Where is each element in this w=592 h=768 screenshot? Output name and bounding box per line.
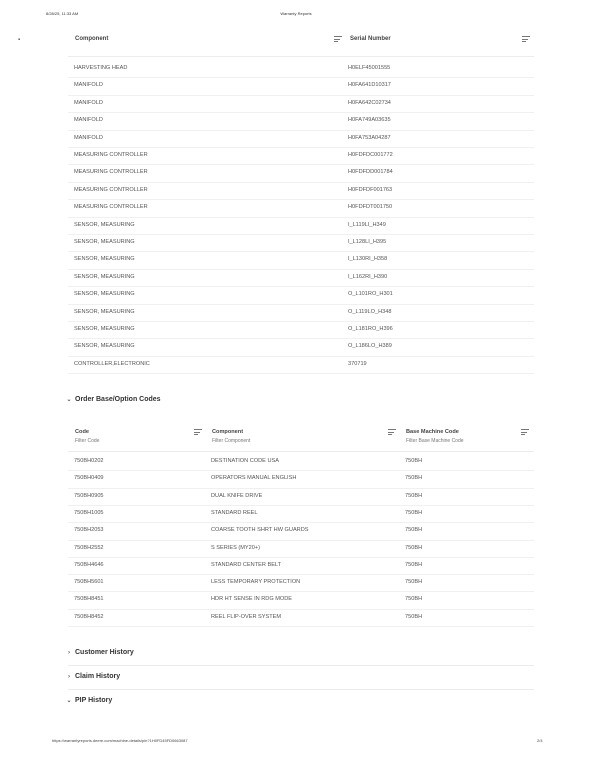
table-row xyxy=(68,182,534,200)
component-cell: MEASURING CONTROLLER xyxy=(74,204,148,211)
component-cell: SENSOR, MEASURING xyxy=(74,291,135,298)
component-cell: CONTROLLER,ELECTRONIC xyxy=(74,360,150,367)
serial-number-cell: O_L186LO_H389 xyxy=(348,343,392,350)
base-machine-code-filter-input[interactable]: Filter Base Machine Code xyxy=(406,438,464,444)
serial-number-cell: H0FA753A04287 xyxy=(348,134,391,141)
code-cell: 750BH0409 xyxy=(74,475,104,482)
serial-number-cell: H0FA641D10317 xyxy=(348,82,391,89)
serial-number-cell: H0FDFDC001772 xyxy=(348,152,393,158)
component-cell: LESS TEMPORARY PROTECTION xyxy=(211,579,301,586)
component-filter-input[interactable]: Filter Component xyxy=(212,438,251,444)
section-title: PIP History xyxy=(75,697,113,704)
component-cell: MEASURING CONTROLLER xyxy=(74,169,148,176)
component-cell: SENSOR, MEASURING xyxy=(74,326,135,332)
table-row xyxy=(68,453,534,471)
chevron-down-icon: ⌄ xyxy=(66,698,72,704)
order-codes-section-toggle[interactable] xyxy=(66,396,161,403)
side-marker: ▪ xyxy=(18,37,21,43)
code-cell: 750BH8451 xyxy=(74,596,104,603)
component-cell: SENSOR, MEASURING xyxy=(74,273,135,280)
serial-number-cell: H0FDFDF001763 xyxy=(348,186,393,193)
component-cell: STANDARD REEL xyxy=(211,509,258,516)
component-cell: HDR HT SENSE IN RDG MODE xyxy=(211,596,293,603)
table-row xyxy=(68,609,534,627)
table-row xyxy=(68,251,534,269)
page-header xyxy=(0,11,592,21)
order-codes-section-title: Order Base/Option Codes xyxy=(75,396,161,403)
component-cell: MANIFOLD xyxy=(74,99,103,106)
serial-number-cell: O_L101RO_H301 xyxy=(348,291,393,298)
component-cell: HARVESTING HEAD xyxy=(74,65,128,71)
table-row xyxy=(68,286,534,304)
table-row xyxy=(68,217,534,235)
component-cell: MANIFOLD xyxy=(74,82,103,89)
table-row xyxy=(68,95,534,113)
base-machine-code-cell: 750BH xyxy=(405,544,423,551)
table-row xyxy=(68,60,534,78)
page-title: Warranty Reports xyxy=(280,11,312,16)
component-column-header-2[interactable]: Component xyxy=(212,429,244,435)
code-cell: 750BH0905 xyxy=(74,492,104,499)
table-row xyxy=(68,356,534,374)
chevron-right-icon: › xyxy=(68,649,70,656)
serial-number-cell: I_L162RI_H390 xyxy=(348,273,388,280)
component-cell: MEASURING CONTROLLER xyxy=(74,186,148,193)
base-machine-code-cell: 750BH xyxy=(405,492,423,499)
table-row xyxy=(68,304,534,322)
serial-number-cell: I_L128LI_H395 xyxy=(348,239,387,245)
code-filter-icon[interactable] xyxy=(194,429,202,435)
base-machine-code-cell: 750BH xyxy=(405,475,423,482)
page-number: 2/4 xyxy=(537,738,543,743)
chevron-down-icon: ⌄ xyxy=(66,397,72,403)
code-column-header[interactable]: Code xyxy=(75,429,89,435)
base-machine-code-filter-icon[interactable] xyxy=(521,429,529,435)
component-cell: OPERATORS MANUAL ENGLISH xyxy=(211,475,297,482)
table-row xyxy=(68,321,534,339)
code-cell: 750BH5601 xyxy=(74,579,104,586)
code-cell: 750BH8452 xyxy=(74,613,104,620)
base-machine-code-cell: 750BH xyxy=(405,527,423,534)
section-divider xyxy=(68,689,534,690)
section-title: Customer History xyxy=(75,649,134,656)
serial-number-cell: H0FDFDD001784 xyxy=(348,169,393,176)
code-cell: 750BH2552 xyxy=(74,544,104,551)
serial-number-cell: H0ELF45001555 xyxy=(348,65,391,71)
component-cell: REEL FLIP-OVER SYSTEM xyxy=(211,613,282,620)
base-machine-code-column-header[interactable]: Base Machine Code xyxy=(406,429,459,435)
order-header-divider xyxy=(68,451,534,452)
table-row xyxy=(68,338,534,356)
component-cell: SENSOR, MEASURING xyxy=(74,308,135,315)
code-filter-input[interactable]: Filter Code xyxy=(75,438,100,444)
footer-url: https://warrantyreports.deere.com/machine-details/pin?1H0FD45FD0663087 xyxy=(52,738,188,743)
serial-number-cell: H0FDFDT001750 xyxy=(348,204,393,211)
table-row xyxy=(68,164,534,182)
section-toggle-claim-history[interactable] xyxy=(66,673,120,680)
component-cell: STANDARD CENTER BELT xyxy=(211,561,282,568)
table-row xyxy=(68,574,534,592)
table-row xyxy=(68,488,534,506)
table-row xyxy=(68,591,534,609)
table-row xyxy=(68,234,534,252)
table-row xyxy=(68,505,534,523)
component-cell: SENSOR, MEASURING xyxy=(74,221,135,228)
table-row xyxy=(68,199,534,217)
base-machine-code-cell: 750BH xyxy=(405,596,423,603)
code-cell: 750BH4646 xyxy=(74,561,104,568)
base-machine-code-cell: 750BH xyxy=(405,458,423,464)
chevron-right-icon: › xyxy=(68,673,70,680)
component-cell: SENSOR, MEASURING xyxy=(74,256,135,263)
table-row xyxy=(68,269,534,287)
table-row xyxy=(68,112,534,130)
base-machine-code-cell: 750BH xyxy=(405,561,423,568)
serial-number-cell: O_L119LO_H348 xyxy=(348,308,392,315)
serial-number-cell: I_L130RI_H358 xyxy=(348,256,388,263)
component-cell: COARSE TOOTH SHRT HW GUARDS xyxy=(211,527,309,534)
serial-number-cell: H0FA749A03635 xyxy=(348,117,391,124)
base-machine-code-cell: 750BH xyxy=(405,579,423,586)
serial-number-cell: 370719 xyxy=(348,360,367,367)
section-divider xyxy=(68,665,534,666)
code-cell: 750BH2053 xyxy=(74,527,104,534)
table-row xyxy=(68,470,534,488)
base-machine-code-cell: 750BH xyxy=(405,509,423,516)
section-toggle-pip-history[interactable] xyxy=(66,697,112,704)
component-cell: DUAL KNIFE DRIVE xyxy=(211,492,263,499)
serial-number-column-header[interactable]: Serial Number xyxy=(350,36,391,42)
print-datetime: 8/28/25, 11:33 AM xyxy=(46,11,79,16)
section-title: Claim History xyxy=(75,673,121,680)
component-cell: MANIFOLD xyxy=(74,117,103,124)
table-row xyxy=(68,522,534,540)
code-cell: 750BH1005 xyxy=(74,509,104,516)
base-machine-code-cell: 750BH xyxy=(405,613,423,620)
table-row xyxy=(68,540,534,558)
code-cell: 750BH0202 xyxy=(74,458,104,464)
serial-number-filter-icon[interactable] xyxy=(522,36,530,42)
header-divider xyxy=(68,56,534,57)
component-filter-icon-2[interactable] xyxy=(388,429,396,435)
component-cell: S SERIES (MY20+) xyxy=(211,544,260,551)
serial-number-cell: O_L181RO_H396 xyxy=(348,326,393,332)
section-toggle-customer-history[interactable] xyxy=(66,649,134,656)
serial-number-cell: I_L119LI_H349 xyxy=(348,221,386,228)
component-column-header[interactable]: Component xyxy=(75,36,109,42)
table-row xyxy=(68,77,534,95)
component-filter-icon[interactable] xyxy=(334,36,342,42)
component-cell: MEASURING CONTROLLER xyxy=(74,152,148,158)
component-cell: MANIFOLD xyxy=(74,134,103,141)
table-row xyxy=(68,557,534,575)
table-row xyxy=(68,147,534,165)
component-cell: DESTINATION CODE USA xyxy=(211,458,279,464)
serial-number-cell: H0FA642C02734 xyxy=(348,99,391,106)
component-cell: SENSOR, MEASURING xyxy=(74,239,135,245)
component-cell: SENSOR, MEASURING xyxy=(74,343,135,350)
table-row xyxy=(68,130,534,148)
